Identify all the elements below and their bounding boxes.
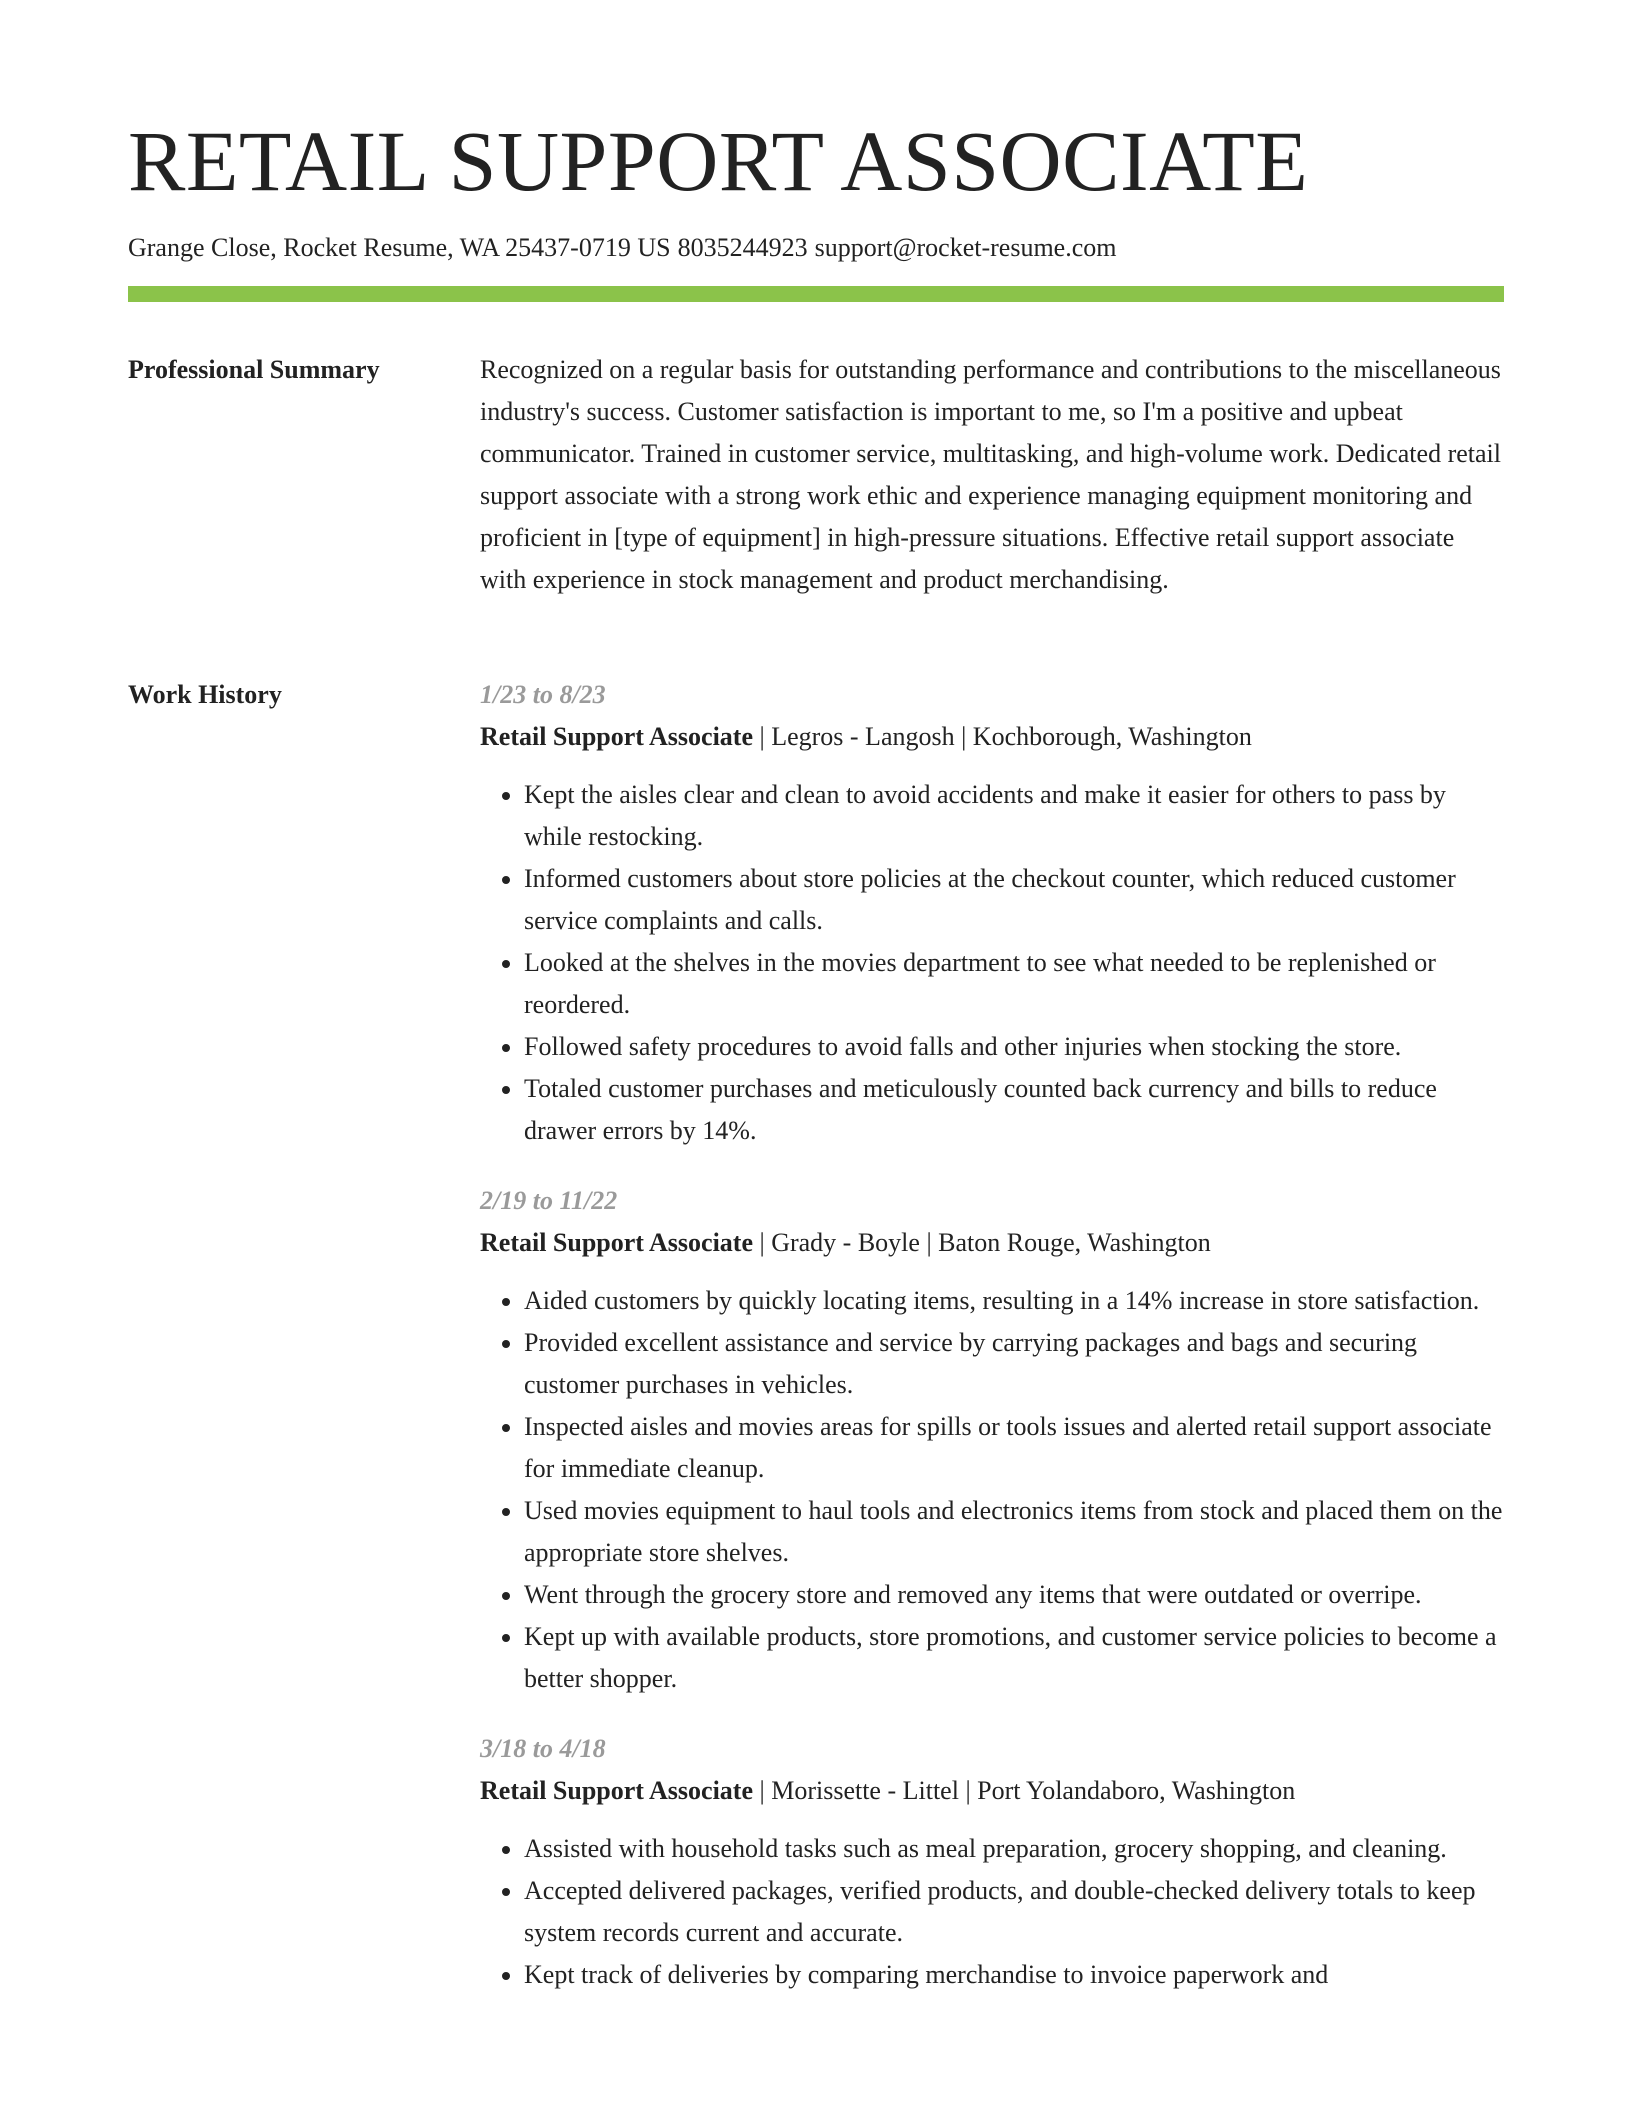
job-bullets (480, 1828, 1504, 1996)
job-entry (480, 1180, 1504, 1700)
job-entry (480, 674, 1504, 1152)
job-title: Retail Support Associate (480, 1228, 753, 1257)
job-dates: 2/19 to 11/22 (480, 1186, 618, 1215)
job-bullet: • Totaled customer purchases and meticulously counted back currency and bills to reduce drawer errors by 14%. (524, 1068, 1504, 1152)
job-bullet: • Informed customers about store policies at the checkout counter, which reduced customer service complaints and calls. (524, 858, 1504, 942)
job-header (480, 1770, 1504, 1812)
summary-body (480, 349, 1504, 601)
contact-line (128, 232, 1124, 263)
job-details: | Morissette - Littel | Port Yolandaboro, Washington (753, 1776, 1296, 1805)
job-bullet: • Looked at the shelves in the movies department to see what needed to be replenished or reordered. (524, 942, 1504, 1026)
job-bullet: • Kept track of deliveries by comparing merchandise to invoice paperwork and (524, 1954, 1504, 1996)
job-bullets (480, 774, 1504, 1152)
contact-email: support@rocket-resume.com (814, 233, 1117, 262)
job-bullet: • Provided excellent assistance and service by carrying packages and bags and securing customer purchases in vehicles. (524, 1322, 1504, 1406)
job-bullet: • Kept up with available products, store promotions, and customer service policies to become a better shopper. (524, 1616, 1504, 1700)
work-history-label: Work History (128, 680, 282, 709)
job-bullet: • Used movies equipment to haul tools and electronics items from stock and placed them on the appropriate store shelves. (524, 1490, 1504, 1574)
job-dates: 3/18 to 4/18 (480, 1734, 606, 1763)
resume-title: RETAIL SUPPORT ASSOCIATE (128, 113, 1309, 209)
job-bullet: • Assisted with household tasks such as meal preparation, grocery shopping, and cleaning. (524, 1828, 1504, 1870)
job-dates: 1/23 to 8/23 (480, 680, 606, 709)
work-history-body (480, 674, 1504, 2024)
summary-label: Professional Summary (128, 355, 380, 384)
contact-address: Grange Close, Rocket Resume, WA 25437-0719 US (128, 233, 671, 262)
job-title: Retail Support Associate (480, 722, 753, 751)
job-details: | Grady - Boyle | Baton Rouge, Washington (753, 1228, 1211, 1257)
job-bullet: • Went through the grocery store and removed any items that were outdated or overripe. (524, 1574, 1504, 1616)
job-bullet: • Followed safety procedures to avoid falls and other injuries when stocking the store. (524, 1026, 1504, 1068)
job-entry (480, 1728, 1504, 1996)
job-bullet: • Inspected aisles and movies areas for spills or tools issues and alerted retail support associate for immediate cleanup. (524, 1406, 1504, 1490)
job-bullet: • Accepted delivered packages, verified products, and double-checked delivery totals to keep system records current and accurate. (524, 1870, 1504, 1954)
header-divider (128, 286, 1504, 302)
job-details: | Legros - Langosh | Kochborough, Washington (753, 722, 1252, 751)
job-bullet: • Kept the aisles clear and clean to avoid accidents and make it easier for others to pass by while restocking. (524, 774, 1504, 858)
contact-phone: 8035244923 (677, 233, 808, 262)
job-header (480, 716, 1504, 758)
job-title: Retail Support Associate (480, 1776, 753, 1805)
job-bullet: • Aided customers by quickly locating items, resulting in a 14% increase in store satisfaction. (524, 1280, 1504, 1322)
summary-text: Recognized on a regular basis for outstanding performance and contributions to the miscellaneous industry's success. Customer satisfaction is important to me, so I'm a positive and upbeat communicator. Trained in customer service, multitasking, and high-volume work. Dedicated retail support associate with a strong work ethic and experience managing equipment monitoring and proficient in [type of equipment] in high-pressure situations. Effective retail support associate with experience in stock management and product merchandising. (480, 355, 1501, 594)
job-header (480, 1222, 1504, 1264)
job-bullets (480, 1280, 1504, 1700)
